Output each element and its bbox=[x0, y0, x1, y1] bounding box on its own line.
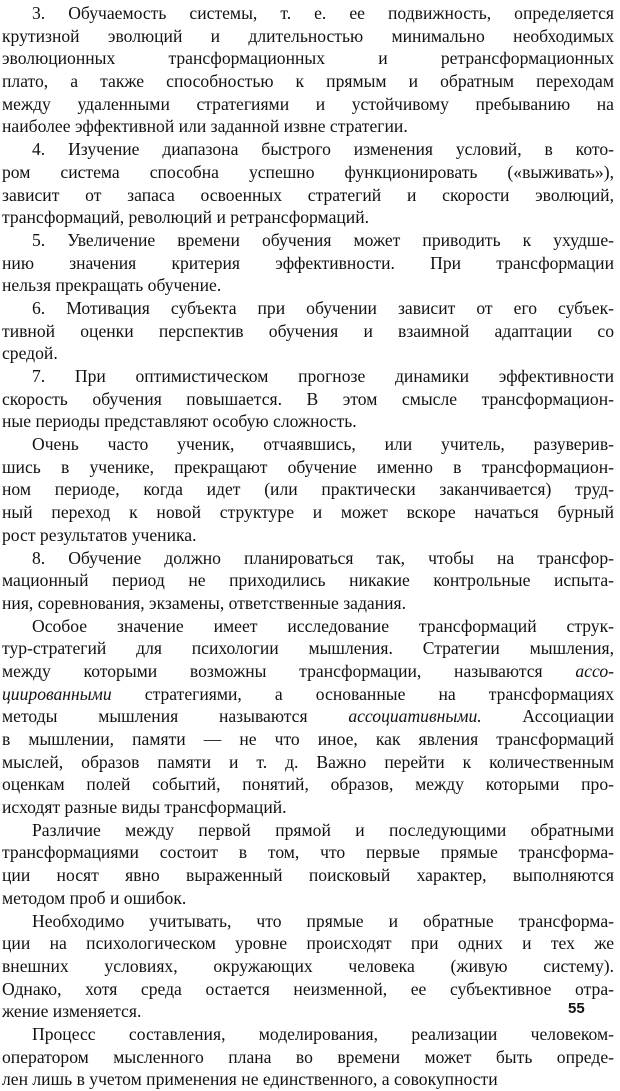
text-line: внешних условиях, окружающих человека (живую систему). bbox=[2, 955, 614, 976]
text-line: мационный период не приходились никакие контрольные испыта- bbox=[2, 570, 614, 591]
text-line: оценкам полей событий, понятий, образов, между которыми про- bbox=[2, 774, 614, 795]
text-line: Процесс составления, моделирования, реализации человеком- bbox=[32, 1023, 614, 1044]
text-line: ные периоды представляют особую сложность. bbox=[2, 411, 357, 432]
text-line: эволюционных трансформационных и ретрансформационных bbox=[2, 48, 614, 69]
text-line: тур-стратегий для психологии мышления. Стратегии мышления, bbox=[2, 638, 614, 659]
text-line: 3. Обучаемость системы, т. е. ее подвижность, определяется bbox=[32, 3, 614, 23]
paragraph bbox=[2, 819, 614, 910]
text-line: трансформациями состоит в том, что первые прямые трансформа- bbox=[2, 842, 614, 863]
text-line: лен лишь в учетом применения не единственного, а совокупности bbox=[2, 1069, 498, 1090]
text-line: оператором мысленного плана во времени может быть опреде- bbox=[2, 1046, 614, 1067]
paragraph bbox=[2, 229, 614, 297]
text-line: Необходимо учитывать, что прямые и обратные трансформа- bbox=[32, 910, 614, 931]
text-line: рост результатов ученика. bbox=[2, 524, 197, 545]
paragraph bbox=[2, 2, 614, 138]
text-flow bbox=[2, 2, 614, 1091]
text-line: Однако, хотя среда остается неизменной, ее субъективное отра- bbox=[2, 978, 614, 999]
paragraph bbox=[2, 433, 614, 546]
paragraph bbox=[2, 138, 614, 229]
text-line: ном периоде, когда идет (или практически заканчивается) труд- bbox=[2, 479, 614, 500]
text-line: ный переход к новой структуре и может вскоре начаться бурный bbox=[2, 502, 614, 523]
text-line: ции на психологическом уровне происходят при одних и тех же bbox=[2, 933, 614, 954]
text-line: плато, а также способностью к прямым и обратным переходам bbox=[2, 71, 614, 92]
page-number: 55 bbox=[568, 1000, 585, 1017]
paragraph bbox=[2, 365, 614, 433]
paragraph bbox=[2, 910, 614, 1023]
text-line: 6. Мотивация субъекта при обучении зависит от его субъек- bbox=[32, 297, 614, 318]
text-line: мыслей, образов памяти и т. д. Важно перейти к количественным bbox=[2, 751, 614, 772]
text-line: между удаленными стратегиями и устойчивому пребыванию на bbox=[2, 93, 614, 114]
text-line: ром система способна успешно функционировать («выживать»), bbox=[2, 161, 614, 182]
text-line: наиболее эффективной или заданной извне стратегии. bbox=[2, 116, 408, 137]
text-line: Особое значение имеет исследование трансформаций струк- bbox=[32, 615, 614, 636]
text-line: 8. Обучение должно планироваться так, чтобы на трансфор- bbox=[32, 547, 614, 568]
text-line: между которыми возможны трансформации, называются ассо- bbox=[2, 660, 614, 681]
text-line: нельзя прекращать обучение. bbox=[2, 275, 222, 296]
text-line: в мышлении, памяти — не что иное, как явления трансформаций bbox=[2, 729, 614, 749]
text-line: Различие между первой прямой и последующими обратными bbox=[32, 819, 614, 840]
text-line: 7. При оптимистическом прогнозе динамики эффективности bbox=[32, 366, 614, 386]
text-line: шись в ученике, прекращают обучение именно в трансформацион- bbox=[2, 456, 614, 477]
paragraph bbox=[2, 297, 614, 365]
text-line: нию значения критерия эффективности. При трансформации bbox=[2, 252, 614, 273]
text-line: зависит от запаса освоенных стратегий и скорости эволюций, bbox=[2, 184, 614, 205]
paragraph bbox=[2, 1023, 614, 1091]
text-line: исходят разные виды трансформаций. bbox=[2, 797, 287, 818]
paragraph bbox=[2, 615, 614, 819]
text-line: 4. Изучение диапазона быстрого изменения условий, в кото- bbox=[32, 139, 614, 160]
text-line: тивной оценки перспектив обучения и взаимной адаптации со bbox=[2, 320, 614, 341]
text-line: крутизной эволюций и длительностью минимально необходимых bbox=[2, 25, 614, 46]
page-body bbox=[2, 2, 614, 1091]
text-line: ния, соревнования, экзамены, ответственные задания. bbox=[2, 592, 407, 613]
text-line: ции носят явно выраженный поисковый характер, выполняются bbox=[2, 865, 614, 886]
text-line: методы мышления называются ассоциативными. Ассоциации bbox=[2, 706, 614, 727]
text-line: 5. Увеличение времени обучения может приводить к ухудше- bbox=[32, 229, 614, 250]
text-line: методом проб и ошибок. bbox=[2, 887, 187, 908]
text-line: Очень часто ученик, отчаявшись, или учитель, разуверив- bbox=[32, 434, 614, 455]
paragraph bbox=[2, 547, 614, 615]
text-line: циированными стратегиями, а основанные на трансформациях bbox=[2, 683, 614, 704]
text-line: скорость обучения повышается. В этом смысле трансформацион- bbox=[2, 388, 614, 409]
text-line: средой. bbox=[2, 343, 58, 364]
text-line: жение изменяется. bbox=[2, 1001, 142, 1022]
text-line: трансформаций, революций и ретрансформаций. bbox=[2, 207, 370, 228]
